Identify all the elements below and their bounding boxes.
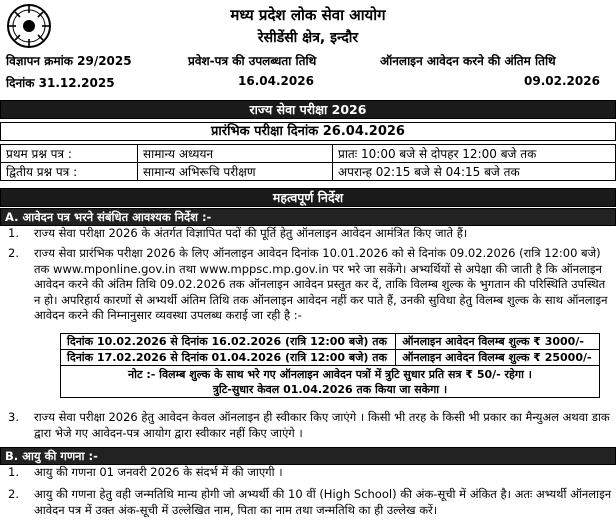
- section-b-point-2: [0, 487, 616, 521]
- exam-name-bar: राज्य सेवा परीक्षा 2026: [0, 100, 616, 119]
- section-b-title: B. आयु की गणना :-: [0, 447, 616, 465]
- point-text: राज्य सेवा प्रारंभिक परीक्षा 2026 के लिए ऑनलाइन आवेदन दिनांक 10.01.2026 को से दिनांक 09.02.2026 (रात्रि 12:00 बजे) तक www.mponline.gov.in तथा www.mppsc.mp.gov.in पर भरे जा सकेंगे। अभ्यर्थियों से अपेक्षा की जाती है कि ऑनलाइन आवेदन करने की अंतिम तिथि 09.02.2026 तक ऑनलाइन आवेदन प्रस्तुत कर दें, ताकि विलम्ब शुल्क के भुगतान की परिस्थिति उपस्थित न हो। अपरिहार्य कारणों से अभ्यर्थी अंतिम तिथि तक ऑनलाइन आवेदन नहीं कर पाते हैं, उनकी सुविधा हेतु विलम्ब शुल्क के साथ ऑनलाइन आवेदन करने की निम्नानुसार व्यवस्था उपलब्ध कराई जा रही है :-: [34, 246, 608, 322]
- paper-name: द्वितीय प्रश्न पत्र :: [1, 163, 138, 181]
- late-fee-table: [60, 333, 600, 398]
- table-row: [61, 366, 600, 398]
- section-a-point-1: [0, 226, 616, 242]
- point-number: 3.: [8, 410, 19, 424]
- point-number: 1.: [8, 226, 19, 240]
- point-text: राज्य सेवा परीक्षा 2026 हेतु आवेदन केवल ऑनलाइन ही स्वीकार किए जाएंगे । किसी भी तरह के किसी भी प्रकार का मैन्युअल अथवा डाक द्वारा भेजे गए आवेदन-पत्र आयोग द्वारा स्वीकार नहीं किए जाएंगे ।: [34, 410, 610, 440]
- admit-card-date: 16.04.2026: [238, 74, 314, 88]
- commission-title: मध्य प्रदेश लोक सेवा आयोग: [230, 6, 386, 24]
- point-number: 1.: [8, 465, 19, 479]
- advertisement-number: विज्ञापन क्रमांक 29/2025: [6, 54, 132, 68]
- note-line-2: त्रुटि-सुधार केवल 01.04.2026 तक किया जा सकेगा ।: [212, 382, 448, 396]
- admit-card-label: प्रवेश-पत्र की उपलब्धता तिथि: [188, 54, 317, 68]
- section-a-point-3: [0, 410, 616, 442]
- late-fee-period: दिनांक 10.02.2026 से दिनांक 16.02.2026 (रात्रि 12:00 बजे) तक: [61, 334, 396, 350]
- paper-subject: सामान्य अध्ययन: [138, 145, 333, 163]
- exam-schedule-table: [0, 144, 616, 181]
- paper-name: प्रथम प्रश्न पत्र :: [1, 145, 138, 163]
- last-date-label: ऑनलाइन आवेदन करने की अंतिम तिथि: [380, 54, 556, 68]
- important-instructions-bar: महत्वपूर्ण निर्देश: [0, 188, 616, 207]
- table-row: [1, 145, 616, 163]
- late-fee-note: [61, 366, 600, 398]
- advertisement-date: दिनांक 31.12.2025: [6, 76, 115, 90]
- table-row: [61, 350, 600, 366]
- table-row: [1, 163, 616, 181]
- late-fee-period: दिनांक 17.02.2026 से दिनांक 01.04.2026 (रात्रि 12:00 बजे) तक: [61, 350, 396, 366]
- commission-location: रेसीडेंसी क्षेत्र, इन्दौर: [257, 30, 359, 46]
- section-a-point-2: [0, 246, 616, 330]
- paper-subject: सामान्य अभिरूचि परीक्षण: [138, 163, 333, 181]
- point-number: 2.: [8, 487, 19, 501]
- point-text: आयु की गणना हेतु वही जन्मतिथि मान्य होगी जो अभ्यर्थी की 10 वीं (High School) की अंक-सूची में अंकित है। अतः अभ्यर्थी ऑनलाइन आवेदन पत्र में उक्त अंक-सूची में उल्लेखित नाम, पिता का नाम तथा जन्मतिथि का ही उल्लेख करें।: [34, 487, 612, 517]
- section-a-title: A. आवेदन पत्र भरने संबंधित आवश्यक निर्देश :-: [0, 208, 616, 226]
- note-line-1: नोट :- विलम्ब शुल्क के साथ भरे गए ऑनलाइन आवेदन पत्रों में त्रुटि सुधार प्रति सत्र ₹ 50/- रहेगा ।: [128, 367, 532, 381]
- late-fee-amount: ऑनलाइन आवेदन विलम्ब शुल्क ₹ 25000/-: [396, 350, 600, 366]
- table-row: [61, 334, 600, 350]
- paper-time: अपरान्ह 02:15 बजे से 04:15 बजे तक: [333, 163, 616, 181]
- last-date-value: 09.02.2026: [524, 74, 600, 88]
- section-b-point-1: [0, 465, 616, 481]
- late-fee-amount: ऑनलाइन आवेदन विलम्ब शुल्क ₹ 3000/-: [396, 334, 600, 350]
- paper-time: प्रातः 10:00 बजे से दोपहर 12:00 बजे तक: [333, 145, 616, 163]
- point-number: 2.: [8, 246, 19, 260]
- prelim-date-bar: प्रारंभिक परीक्षा दिनांक 26.04.2026: [0, 122, 616, 141]
- point-text: आयु की गणना 01 जनवरी 2026 के संदर्भ में की जाएगी ।: [34, 465, 283, 479]
- point-text: राज्य सेवा परीक्षा 2026 के अंतर्गत विज्ञापित पदों की पूर्ति हेतु ऑनलाइन आवेदन आमंत्रित किए जाते हैं।: [34, 226, 468, 240]
